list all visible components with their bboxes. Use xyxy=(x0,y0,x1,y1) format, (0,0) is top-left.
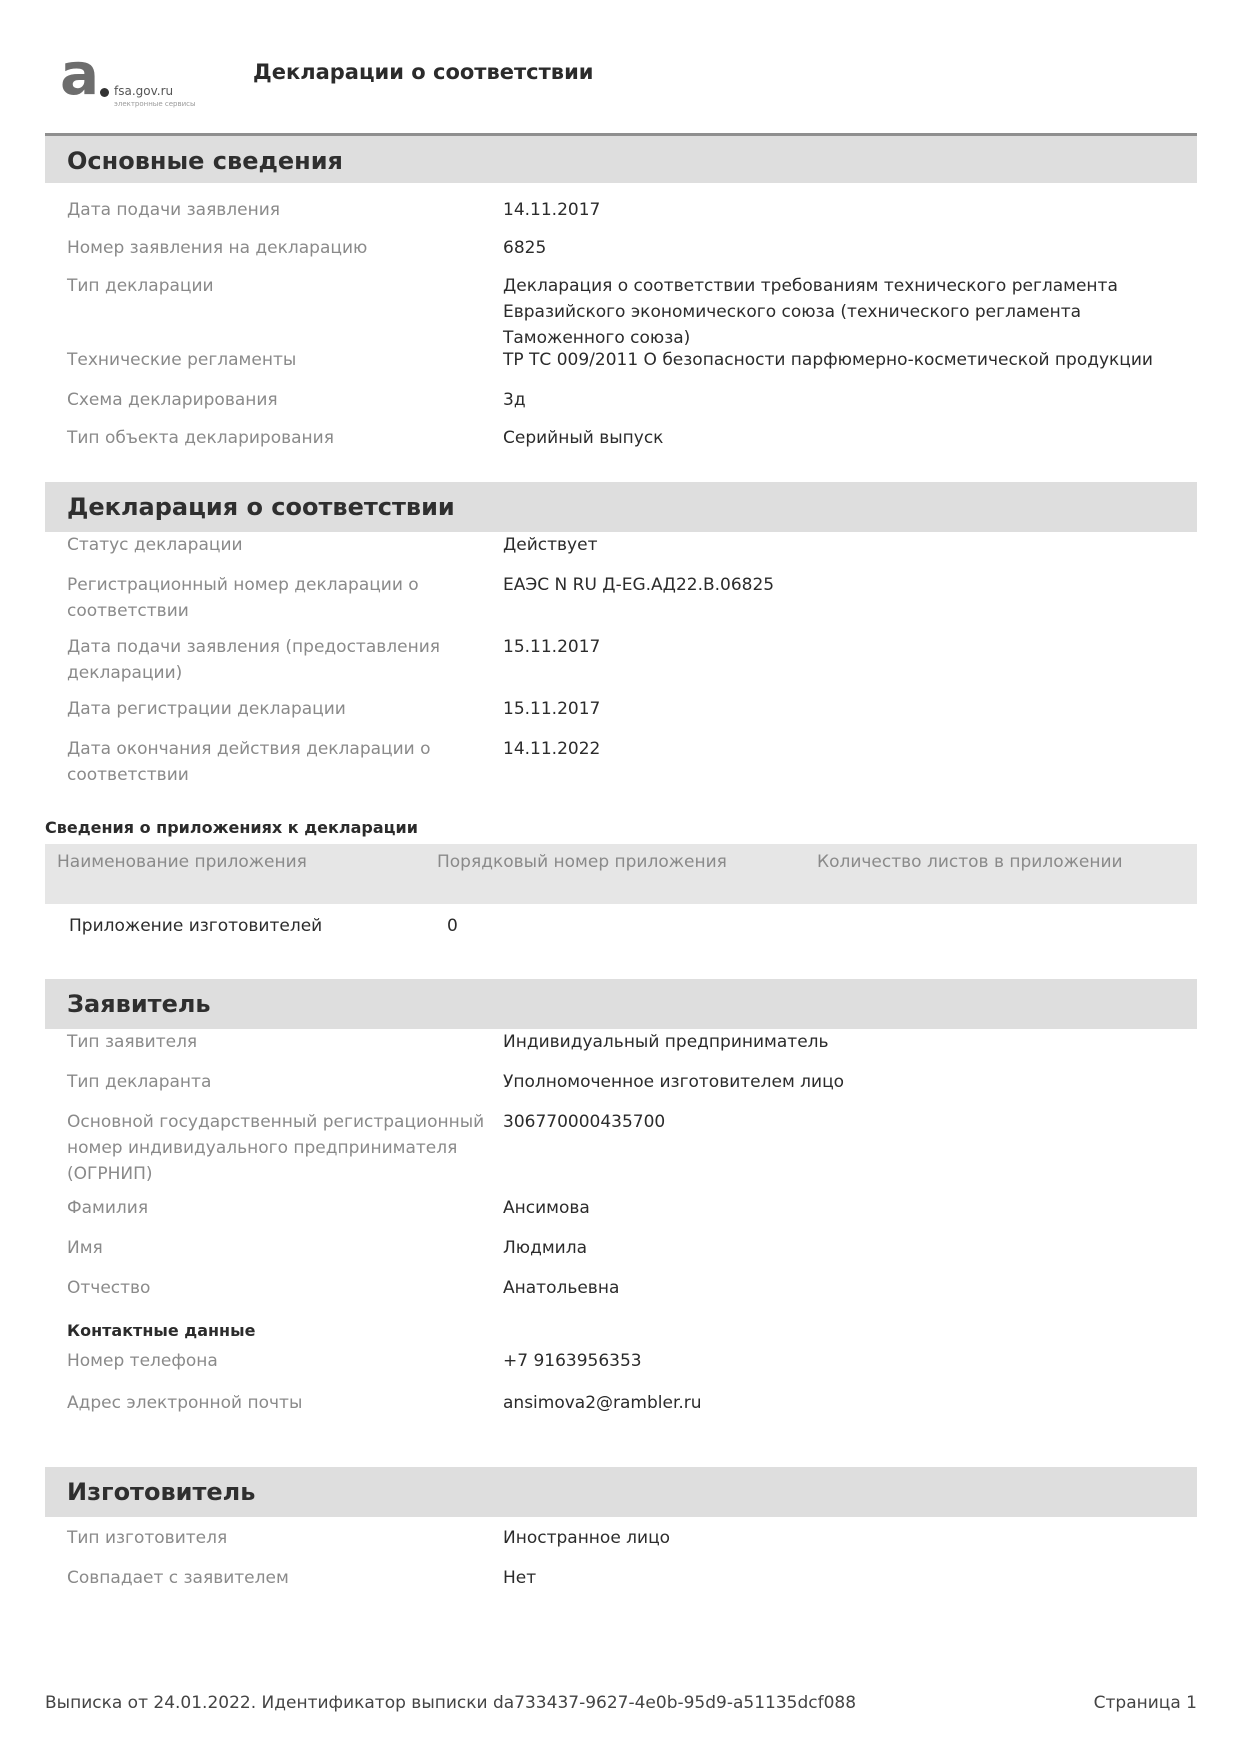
field-value: 15.11.2017 xyxy=(503,699,601,719)
section-title-applicant: Заявитель xyxy=(45,979,1197,1029)
field-value: Ансимова xyxy=(503,1198,590,1218)
field-value: Иностранное лицо xyxy=(503,1528,671,1548)
column-header: Наименование приложения xyxy=(57,852,307,872)
extract-info: Выписка от 24.01.2022. Идентификатор выписки da733437-9627-4e0b-95d9-a51135dcf088 xyxy=(45,1693,857,1713)
contacts-title: Контактные данные xyxy=(67,1321,256,1340)
field-value: Серийный выпуск xyxy=(503,428,664,448)
table-row xyxy=(45,904,1197,944)
field-label: Дата подачи заявления (предоставления декларации) xyxy=(67,637,440,683)
field-value: 6825 xyxy=(503,238,547,258)
field-label: Совпадает с заявителем xyxy=(67,1568,289,1588)
page-header xyxy=(58,40,1198,112)
logo-subtitle: электронные сервисы xyxy=(114,100,196,108)
field-row xyxy=(45,387,1197,413)
field-label: Дата подачи заявления xyxy=(67,200,281,220)
attachments-header xyxy=(45,844,1197,904)
attachments-title: Сведения о приложениях к декларации xyxy=(45,818,418,837)
table-cell: Приложение изготовителей xyxy=(69,916,323,936)
field-label: Тип изготовителя xyxy=(67,1528,228,1548)
field-label: Фамилия xyxy=(67,1198,149,1218)
logo-text: fsa.gov.ru xyxy=(114,84,174,98)
field-row xyxy=(45,696,1197,722)
field-value: Людмила xyxy=(503,1238,588,1258)
field-label: Дата регистрации декларации xyxy=(67,699,346,719)
field-row xyxy=(45,347,1197,373)
field-label: Регистрационный номер декларации о соответствии xyxy=(67,575,419,621)
page-number: Страница 1 xyxy=(1093,1693,1197,1713)
field-row xyxy=(45,1525,1197,1551)
field-row xyxy=(45,1348,1197,1374)
page-title: Декларации о соответствии xyxy=(253,60,594,84)
field-row xyxy=(45,235,1197,261)
field-row xyxy=(45,572,1197,624)
field-row xyxy=(45,273,1197,351)
field-label: Тип декларанта xyxy=(67,1072,212,1092)
field-label: Отчество xyxy=(67,1278,151,1298)
field-row xyxy=(45,1275,1197,1301)
field-value: 15.11.2017 xyxy=(503,637,601,657)
field-value: 306770000435700 xyxy=(503,1112,666,1132)
field-value: 14.11.2017 xyxy=(503,200,601,220)
field-value: Индивидуальный предприниматель xyxy=(503,1032,829,1052)
field-row xyxy=(45,1109,1197,1187)
field-label: Тип объекта декларирования xyxy=(67,428,334,448)
table-cell: 0 xyxy=(447,916,458,936)
section-main-info xyxy=(45,133,1197,451)
field-row xyxy=(45,634,1197,686)
section-title-main: Основные сведения xyxy=(45,133,1197,183)
field-value: Анатольевна xyxy=(503,1278,620,1298)
field-value: Декларация о соответствии требованиям технического регламента Евразийского экономического союза (технического регламента Таможенного союза) xyxy=(503,276,1118,348)
column-header: Количество листов в приложении xyxy=(817,852,1123,872)
field-value: 14.11.2022 xyxy=(503,739,601,759)
logo-mark-icon: a xyxy=(60,40,100,108)
field-label: Схема декларирования xyxy=(67,390,278,410)
field-label: Технические регламенты xyxy=(67,350,297,370)
logo-dot-icon xyxy=(100,88,109,97)
field-label: Имя xyxy=(67,1238,103,1258)
field-label: Тип декларации xyxy=(67,276,214,296)
column-header: Порядковый номер приложения xyxy=(437,852,727,872)
field-value: Нет xyxy=(503,1568,537,1588)
section-applicant xyxy=(45,979,1197,1416)
field-label: Дата окончания действия декларации о соответствии xyxy=(67,739,431,785)
field-value: ansimova2@rambler.ru xyxy=(503,1393,702,1413)
field-label: Номер телефона xyxy=(67,1351,218,1371)
page-footer xyxy=(45,1693,1197,1713)
fsa-logo xyxy=(58,40,218,108)
field-row xyxy=(45,425,1197,451)
field-value: ЕАЭС N RU Д-EG.АД22.В.06825 xyxy=(503,575,775,595)
field-value: 3д xyxy=(503,390,526,410)
section-manufacturer xyxy=(45,1467,1197,1591)
field-value: Действует xyxy=(503,535,598,555)
field-row xyxy=(45,736,1197,788)
field-row xyxy=(45,1235,1197,1261)
field-row xyxy=(45,532,1197,558)
field-label: Адрес электронной почты xyxy=(67,1393,303,1413)
field-value: ТР ТС 009/2011 О безопасности парфюмерно-косметической продукции xyxy=(503,350,1153,370)
section-title-declaration: Декларация о соответствии xyxy=(45,482,1197,532)
field-row xyxy=(45,1390,1197,1416)
section-declaration xyxy=(45,482,1197,788)
field-label: Статус декларации xyxy=(67,535,243,555)
field-label: Тип заявителя xyxy=(67,1032,198,1052)
field-label: Основной государственный регистрационный номер индивидуального предпринимателя (ОГРНИП) xyxy=(67,1112,485,1184)
field-label: Номер заявления на декларацию xyxy=(67,238,368,258)
field-row xyxy=(45,1195,1197,1221)
field-row xyxy=(45,1565,1197,1591)
field-value: Уполномоченное изготовителем лицо xyxy=(503,1072,845,1092)
field-row xyxy=(45,197,1197,223)
attachments-table xyxy=(45,844,1197,944)
field-row xyxy=(45,1069,1197,1095)
field-row xyxy=(45,1029,1197,1055)
section-title-manufacturer: Изготовитель xyxy=(45,1467,1197,1517)
field-value: +7 9163956353 xyxy=(503,1351,642,1371)
